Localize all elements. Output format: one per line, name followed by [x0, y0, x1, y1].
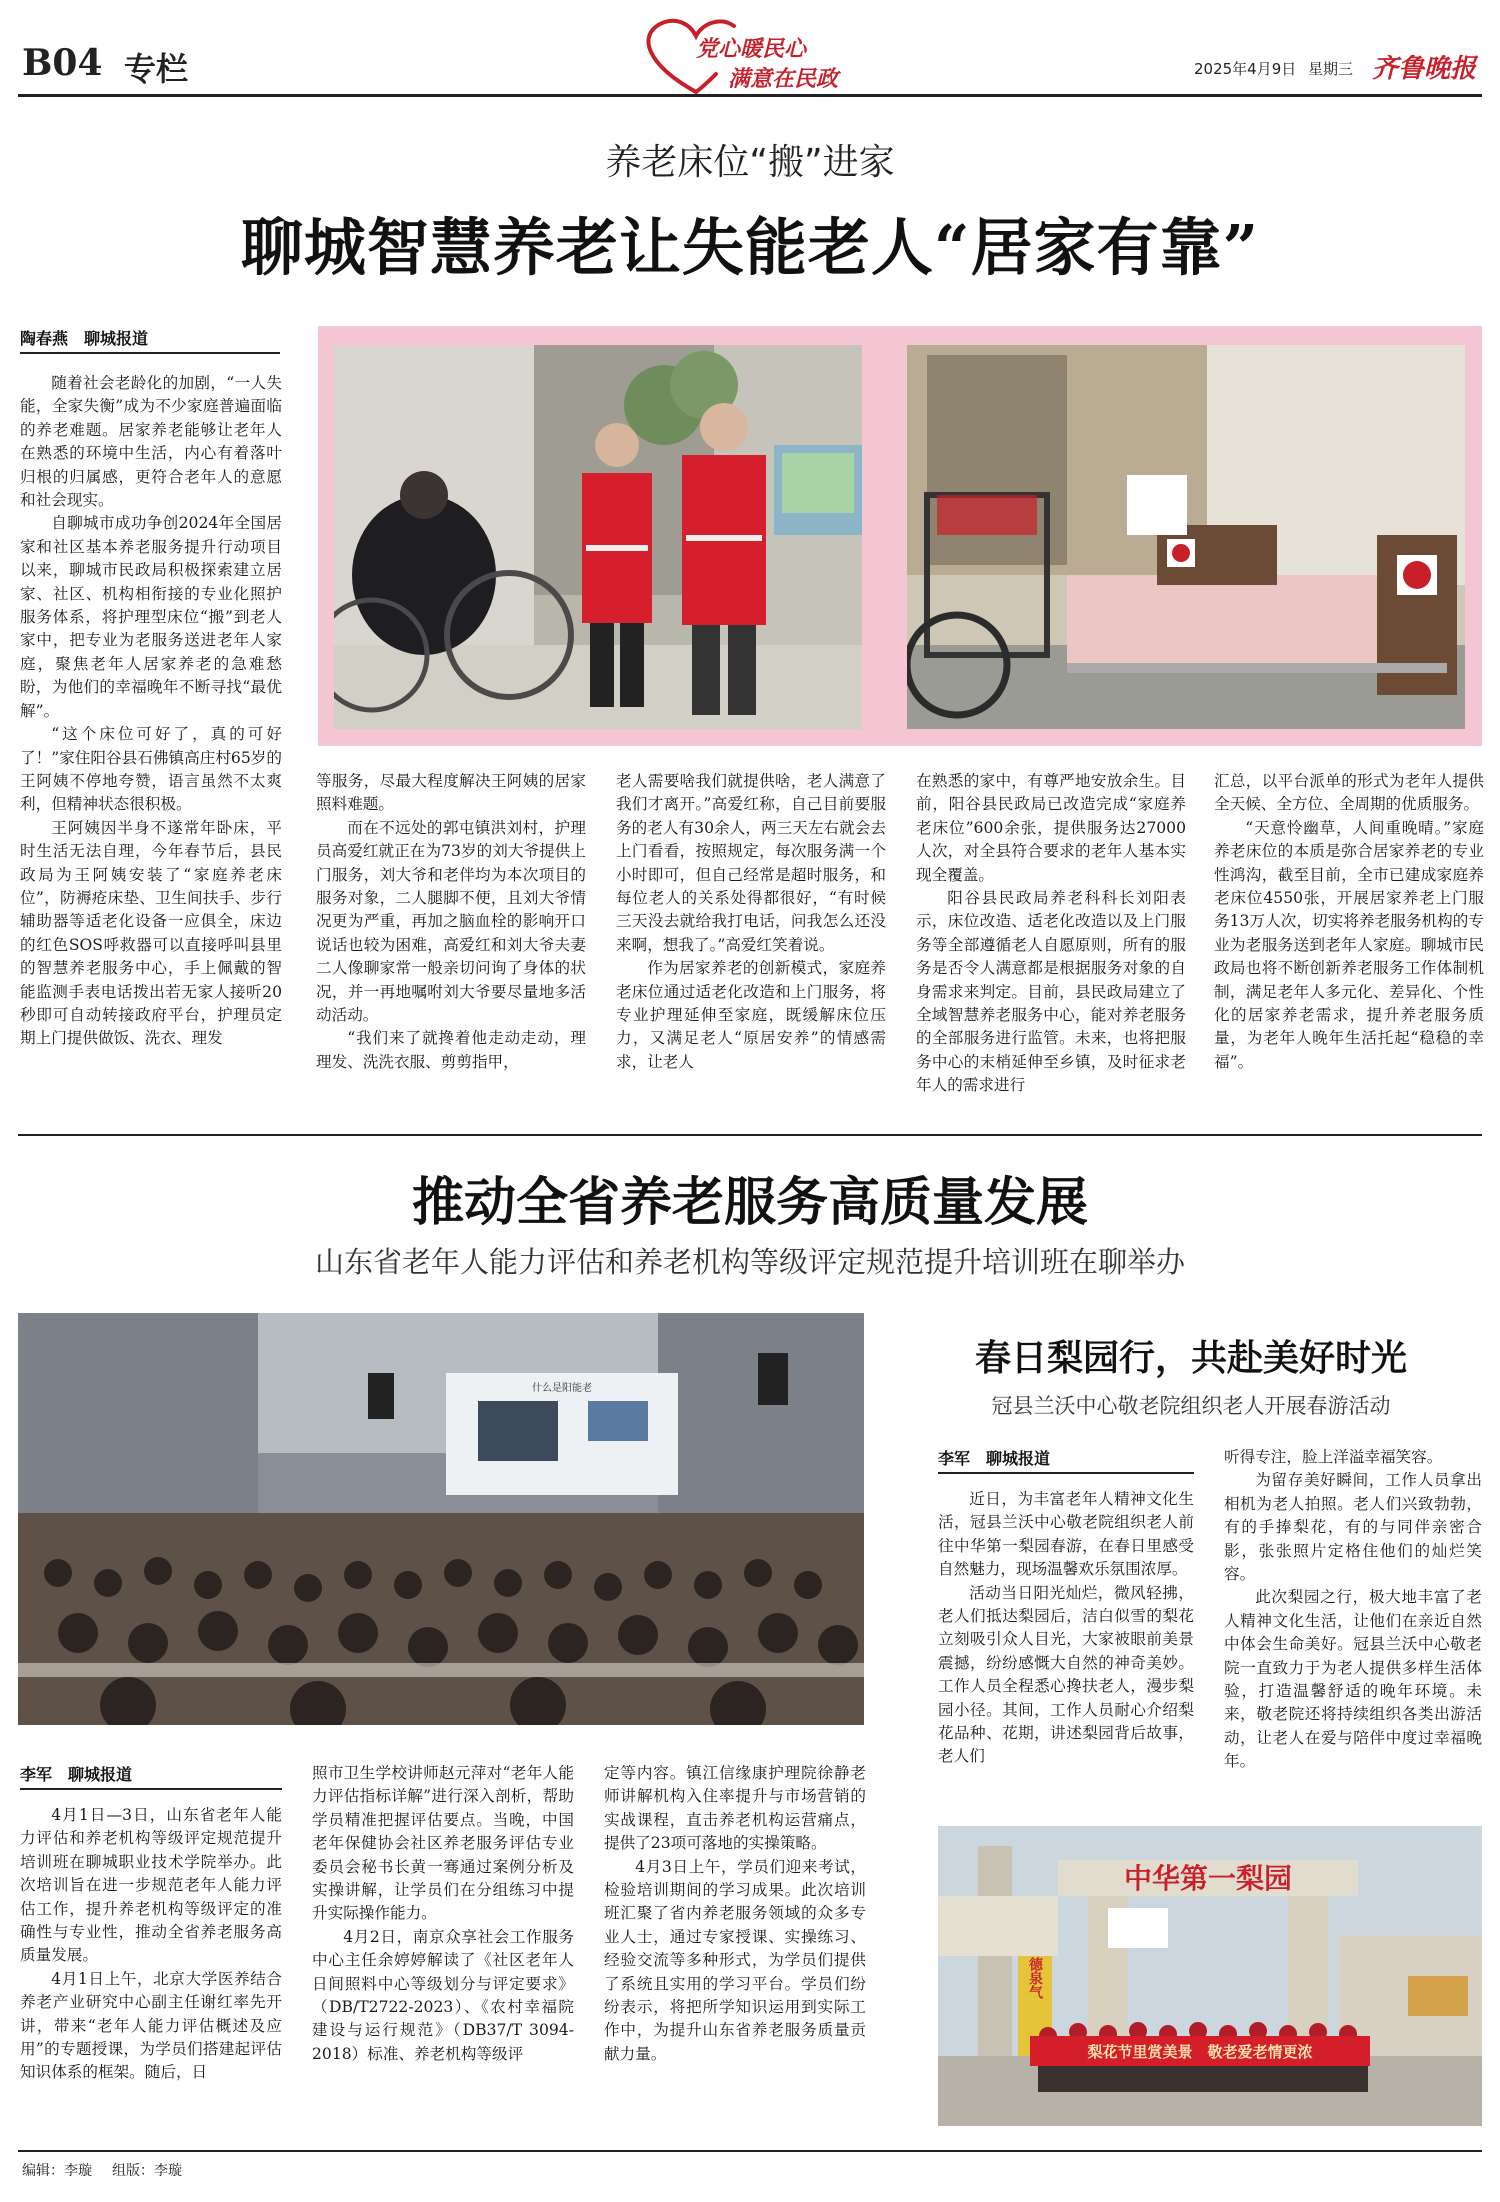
article1-col4 — [916, 770, 1186, 1098]
section-name: 专栏 — [124, 50, 189, 88]
paragraph: 4月3日上午，学员们迎来考试，检验培训期间的学习成果。此次培训班汇聚了省内养老服务领域的众多专业人士，通过专家授课、实操练习、经验交流等多种形式，为学员们提供了系统且实用的学习平台。学员们纷纷表示，将把所学知识运用到实际工作中，为提升山东省养老服务质量贡献力量。 — [604, 1857, 866, 2063]
paragraph: 老人需要啥我们就提供啥，老人满意了我们才离开。”高爱红称，自己目前要服务的老人有30余人，两三天左右就会去上门看看，按照规定，每次服务满一个小时即可，但自己经常是超时服务，和每位老人的关系处得都很好，“有时候三天没去就给我打电话，问我怎么还没来啊，想我了。”高爱红笑着说。 — [616, 772, 886, 954]
article1-kicker: 养老床位“搬”进家 — [605, 142, 895, 183]
article2-col3 — [604, 1762, 866, 2066]
paragraph: 照市卫生学校讲师赵元萍对“老年人能力评估指标详解”进行深入剖析，帮助学员精准把握评估要点。当晚，中国老年保健协会社区养老服务评估专业委员会秘书长黄一骞通过案例分析及实操讲解，让学员们在分组练习中提升实际操作能力。 — [312, 1764, 574, 1923]
editor-credit: 编辑：李璇 — [22, 2163, 92, 2179]
article2-subhead: 山东省老年人能力评估和养老机构等级评定规范提升培训班在聊举办 — [314, 1245, 1185, 1279]
care-bed-photo — [907, 345, 1465, 729]
issue-weekday: 星期三 — [1308, 60, 1354, 78]
paragraph: “天意怜幽草，人间重晚晴。”家庭养老床位的本质是弥合居家养老的专业性鸿沟，截至目前，全市已建成家庭养老床位4550张，开展居家养老上门服务13万人次，切实将养老服务机构的专业为老服务送到老年人家庭。聊城市民政局也将不断创新养老服务工作体制机制，满足老年人多元化、差异化、个性化的居家养老需求，提升养老服务质量，为老年人晚年生活托起“稳稳的幸福”。 — [1214, 818, 1484, 1071]
section-divider — [18, 1134, 1482, 1136]
paragraph: 4月1日—3日，山东省老年人能力评估和养老机构等级评定规范提升培训班在聊城职业技术学院举办。此次培训旨在进一步规范老年人能力评估工作，提升养老机构等级评定的准确性与专业性，推动全省养老服务高质量发展。 — [20, 1806, 282, 1965]
training-session-photo — [18, 1313, 864, 1725]
issue-date: 2025年4月9日 — [1194, 60, 1297, 78]
paragraph: 4月1日上午，北京大学医养结合养老产业研究中心副主任谢红率先开讲，带来“老年人能力评估概述及应用”的专题授课，为学员们搭建起评估知识体系的框架。随后，日 — [20, 1969, 282, 2082]
paragraph: 听得专注，脸上洋溢幸福笑容。 — [1224, 1448, 1443, 1466]
slogan-line2: 满意在民政 — [728, 66, 839, 92]
paragraph: 汇总，以平台派单的形式为老年人提供全天候、全方位、全周期的优质服务。 — [1214, 772, 1484, 814]
page-number: B04 — [22, 42, 103, 84]
paper-name: 齐鲁晚报 — [1372, 54, 1477, 84]
masthead-rule — [18, 94, 1482, 97]
article1-col3 — [616, 770, 886, 1074]
article2-byline: 李军 聊城报道 — [20, 1762, 282, 1790]
paragraph: 而在不远处的郭屯镇洪刘村，护理员高爱红就正在为73岁的刘大爷提供上门服务，刘大爷和老伴均为本次项目的服务对象，二人腿脚不便，且刘大爷情况更为严重，再加之脑血栓的影响开口说话也较为困难，高爱红和刘大爷夫妻二人像聊家常一般亲切问询了身体的状况，并一再地嘱咐刘大爷要尽量地多活动活动。 — [316, 818, 586, 1025]
layout-credit: 组版：李璇 — [112, 2163, 182, 2179]
side-plaque-text: 德泉气 — [1027, 1957, 1043, 1999]
article3-headline: 春日梨园行，共赴美好时光 — [974, 1337, 1407, 1379]
paragraph: 阳谷县民政局养老科科长刘阳表示，床位改造、适老化改造以及上门服务等全部遵循老人自愿原则，所有的服务是否令人满意都是根据服务对象的自身需求来判定。目前，县民政局建立了全域智慧养老服务中心，能对养老服务的全部服务进行监管。未来，也将把服务中心的末梢延伸至乡镇，及时征求老年人的需求进行 — [916, 889, 1186, 1095]
article3-byline: 李军 聊城报道 — [938, 1446, 1194, 1474]
paragraph: 为留存美好瞬间，工作人员拿出相机为老人拍照。老人们兴致勃勃，有的手捧梨花，有的与同伴亲密合影，张张照片定格住他们的灿烂笑容。 — [1224, 1471, 1482, 1584]
article1-byline: 陶春燕 聊城报道 — [20, 326, 280, 354]
paragraph: 近日，为丰富老年人精神文化生活，冠县兰沃中心敬老院组织老人前往中华第一梨园春游，在春日里感受自然魅力，现场温馨欢乐氛围浓厚。 — [938, 1490, 1194, 1579]
banner-text: 梨花节里赏美景 敬老爱老情更浓 — [1087, 2043, 1313, 2061]
paragraph: 活动当日阳光灿烂，微风轻拂，老人们抵达梨园后，洁白似雪的梨花立刻吸引众人目光，大家被眼前美景震撼，纷纷感慨大自然的神奇美妙。工作人员全程悉心搀扶老人，漫步梨园小径。其间，工作人员耐心介绍梨花品种、花期，讲述梨园背后故事，老人们 — [938, 1583, 1194, 1766]
paragraph: 定等内容。镇江信缘康护理院徐静老师讲解机构入住率提升与市场营销的实战课程，直击养老机构运营痛点，提供了23项可落地的实操策略。 — [604, 1764, 866, 1853]
paragraph: 4月2日，南京众享社会工作服务中心主任余婷婷解读了《社区老年人日间照料中心等级划分与评定要求》（DB/T2722-2023）、《农村幸福院建设与运行规范》（DB37/T 3094-2018）标准、养老机构等级评 — [312, 1927, 574, 2063]
pear-garden-photo — [938, 1826, 1482, 2126]
paragraph: 等服务，尽最大程度解决王阿姨的居家照料难题。 — [316, 772, 586, 814]
slogan-logo — [636, 14, 866, 100]
footer-rule — [18, 2150, 1482, 2152]
article2-col1 — [20, 1804, 282, 2085]
article1-col5 — [1214, 770, 1484, 1074]
article1-headline: 聊城智慧养老让失能老人“居家有靠” — [240, 211, 1260, 284]
article1-col1 — [20, 372, 282, 1051]
article2-headline: 推动全省养老服务高质量发展 — [411, 1172, 1088, 1233]
paragraph: 在熟悉的家中，有尊严地安放余生。目前，阳谷县民政局已改造完成“家庭养老床位”600余张，提供服务达27000人次，对全县符合要求的老年人基本实现全覆盖。 — [916, 772, 1186, 884]
article1-col2 — [316, 770, 586, 1074]
paragraph: 随着社会老龄化的加剧，“一人失能，全家失衡”成为不少家庭普遍面临的养老难题。居家养老能够让老年人在熟悉的环境中生活，内心有着落叶归根的归属感，更符合老年人的意愿和社会现实。 — [20, 374, 282, 510]
paragraph: 此次梨园之行，极大地丰富了老人精神文化生活，让他们在亲近自然中体会生命美好。冠县兰沃中心敬老院一直致力于为老人提供多样生活体验，打造温馨舒适的晚年环境。未来，敬老院还将持续组织各类出游活动，让老人在爱与陪伴中度过幸福晚年。 — [1224, 1588, 1482, 1771]
article3-col1 — [938, 1488, 1194, 1769]
paragraph: 作为居家养老的创新模式，家庭养老床位通过适老化改造和上门服务，将专业护理延伸至家庭，既缓解床位压力，又满足老人“原居安养”的情感需求，让老人 — [616, 959, 886, 1071]
slogan-line1: 党心暖民心 — [696, 36, 807, 62]
article3-col2 — [1224, 1446, 1482, 1774]
paragraph: 自聊城市成功争创2024年全国居家和社区基本养老服务提升行动项目以来，聊城市民政局积极探索建立居家、社区、机构相衔接的专业化照护服务体系，将护理型床位“搬”到老人家中，把专业为老服务送进老年人家庭，聚焦老年人居家养老的急难愁盼，为他们的幸福晚年不断寻找“最优解”。 — [20, 514, 282, 720]
caregivers-photo — [334, 345, 862, 729]
slide-title: 什么是阳能老 — [532, 1383, 592, 1394]
article2-col2 — [312, 1762, 574, 2066]
paragraph: “我们来了就搀着他走动走动，理理发、洗洗衣服、剪剪指甲， — [316, 1029, 586, 1071]
paragraph: 王阿姨因半身不遂常年卧床，平时生活无法自理，今年春节后，县民政局为王阿姨安装了“家庭养老床位”，防褥疮床垫、卫生间扶手、步行辅助器等适老化设备一应俱全，床边的红色SOS呼救器可以直接呼叫县里的智慧养老服务中心，手上佩戴的智能监测手表电话拨出若无家人接听20秒即可自动转接政府平台，护理员定期上门提供做饭、洗衣、理发 — [20, 818, 282, 1048]
gate-sign-text: 中华第一梨园 — [1123, 1862, 1293, 1895]
article3-subhead: 冠县兰沃中心敬老院组织老人开展春游活动 — [991, 1394, 1391, 1418]
paragraph: “这个床位可好了，真的可好了！”家住阳谷县石佛镇高庄村65岁的王阿姨不停地夸赞，语言虽然不太爽利，但精神状态很积极。 — [20, 725, 282, 814]
